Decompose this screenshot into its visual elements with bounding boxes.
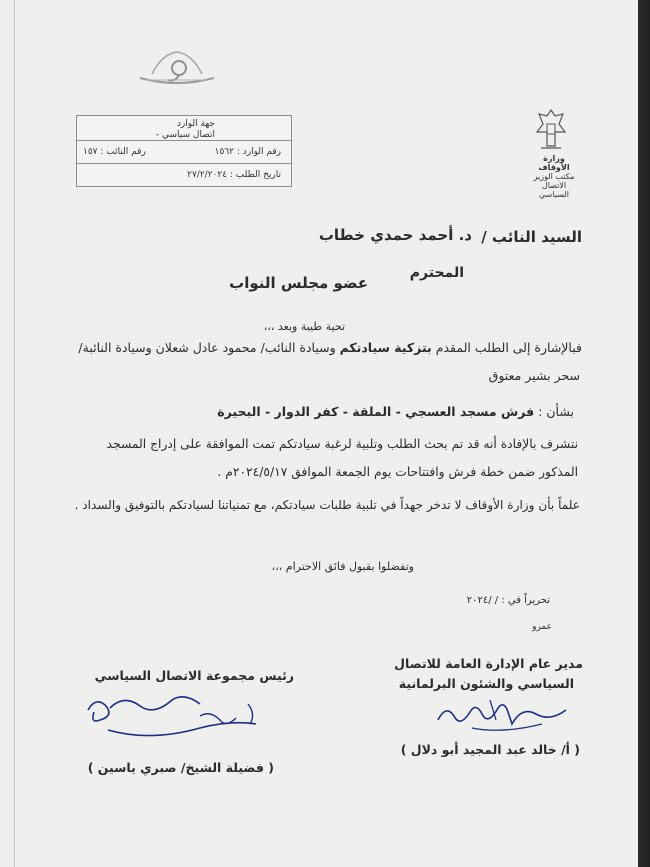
respect-label: المحترم [409, 265, 464, 281]
subject-text: فرش مسجد العسجي - الملقة - كفر الدوار - البحيرة [217, 404, 535, 419]
background-edge [638, 0, 650, 867]
ministry-logo-icon [132, 44, 222, 88]
right-signature-icon [432, 694, 572, 740]
addressee-name: د. أحمد حمدي خطاب [318, 226, 472, 244]
para1-part-b: بتزكية سيادتكم [339, 340, 432, 355]
para1-part-c: وسيادة النائب/ محمود عادل شعلان وسيادة النائبة/ [78, 340, 336, 355]
paragraph-2-line-1: نتشرف بالإفادة أنه قد تم بحث الطلب وتلبية لرغبة سيادتكم تمت الموافقة على إدراج المسجد [106, 437, 578, 451]
incoming-number: رقم الوارد : ١٥٦٢ [214, 147, 281, 157]
source-title: جهة الوارد [176, 119, 215, 129]
right-signatory-title-1: مدير عام الإدارة العامة للاتصال [394, 656, 583, 671]
eagle-emblem-icon [533, 106, 569, 152]
source-value: اتصال سياسي - [155, 130, 215, 140]
clerk-initials: عمرو [532, 622, 552, 632]
ministry-line: مكتب الوزير [533, 172, 575, 181]
ministry-line: وزارة الأوقاف [538, 154, 570, 172]
paragraph-2-line-2: المذكور ضمن خطة فرش وافتتاحات يوم الجمعة الموافق ٢٠٢٤/٥/١٧م . [217, 465, 578, 479]
deputy-number: رقم النائب : ١٥٧ [83, 147, 146, 157]
right-signatory-title-2: السياسي والشئون البرلمانية [398, 676, 574, 691]
paragraph-1-line-1 [78, 340, 582, 355]
ministry-line: الاتصال السياسي [538, 181, 570, 199]
paragraph-3: علماً بأن وزارة الأوقاف لا تدخر جهداً في تلبية طلبات سيادتكم، مع تمنياتنا لسيادتكم بالتوفيق والسداد . [74, 498, 580, 512]
ministry-name-block [528, 154, 580, 199]
left-signature-icon [80, 690, 280, 746]
page-edge-line [14, 0, 15, 867]
subject-prefix: بشأن : [538, 404, 574, 419]
addressee-prefix: السيد النائب / [481, 228, 582, 246]
closing: وتفضلوا بقبول فائق الاحترام ،،، [271, 560, 414, 573]
left-signatory-name: ( فضيلة الشيخ/ صبري ياسين ) [87, 760, 274, 775]
written-on-date: تحريراً في : / /٢٠٢٤ [466, 595, 550, 606]
para1-part-a: فبالإشارة إلى الطلب المقدم [435, 340, 582, 355]
incoming-info-box [76, 115, 292, 187]
paragraph-1-line-2: سحر بشير معتوق [488, 368, 580, 383]
greeting: تحية طيبة وبعد ،،، [263, 320, 345, 333]
request-date: تاريخ الطلب : ٢٧/٢/٢٠٢٤ [187, 170, 281, 180]
member-of-parliament: عضو مجلس النواب [229, 274, 368, 292]
right-signatory-name: ( أ/ خالد عبد المجيد أبو دلال ) [400, 742, 580, 757]
left-signatory-title: رئيس مجموعة الاتصال السياسي [94, 668, 294, 683]
subject-line [217, 404, 574, 419]
